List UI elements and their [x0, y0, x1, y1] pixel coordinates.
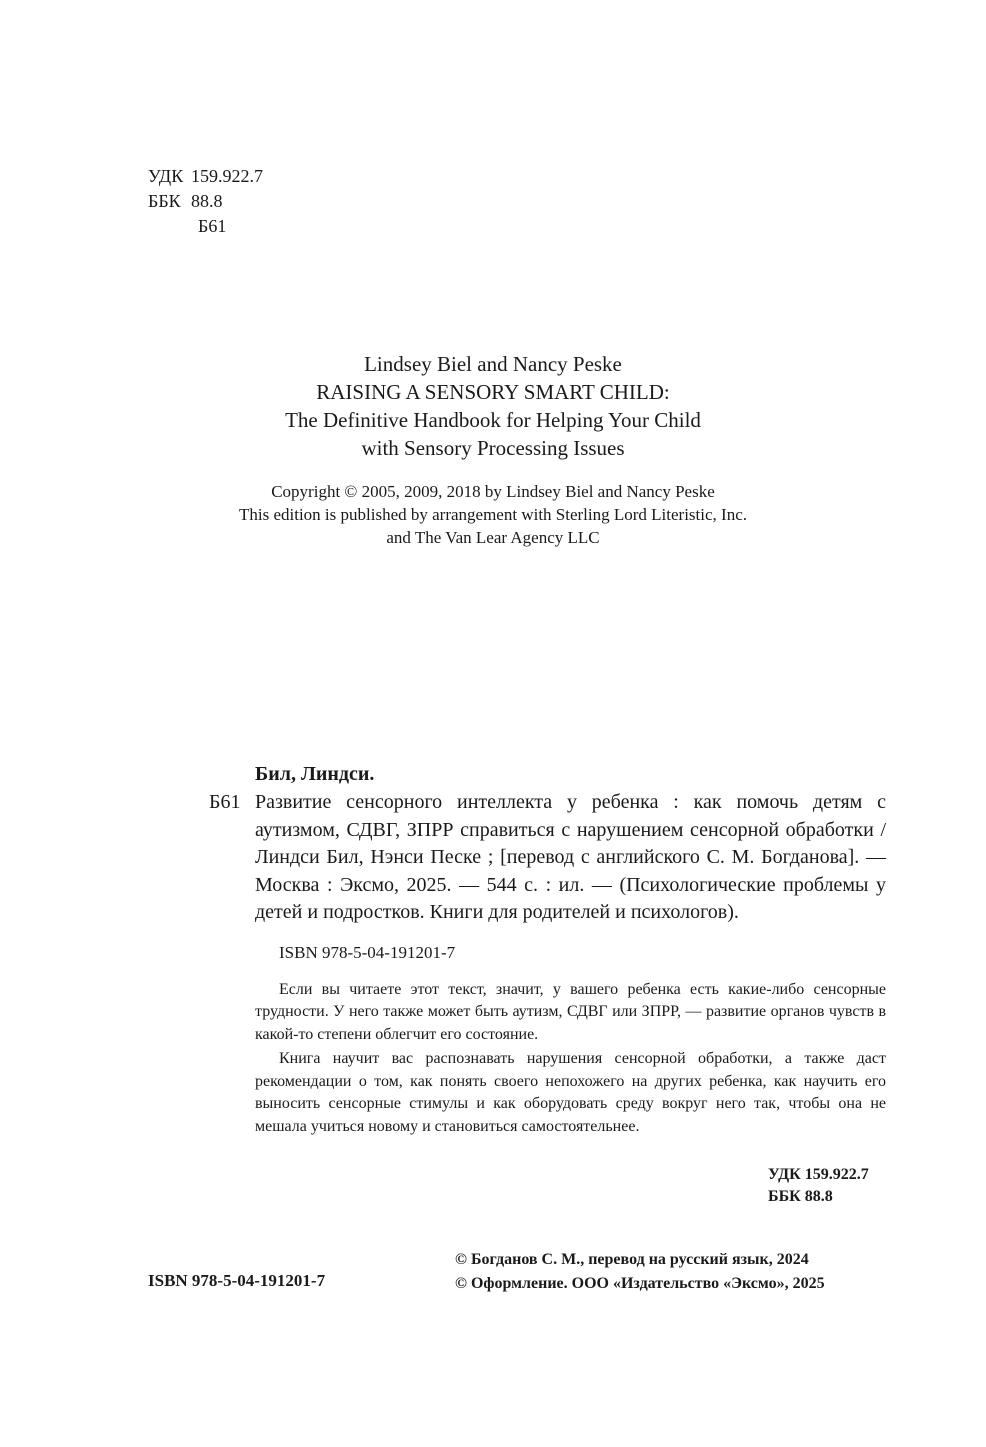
classification-block-top: [148, 164, 263, 239]
copyright-design: © Оформление. ООО «Издательство «Эксмо», 2025: [455, 1275, 825, 1292]
original-authors: Lindsey Biel and Nancy Peske: [364, 352, 622, 376]
bbk-label: ББК: [148, 191, 181, 211]
author-heading: Бил, Линдси.: [255, 763, 375, 785]
annotation-paragraph-1: Если вы читаете этот текст, значит, у вашего ребенка есть какие-либо сенсорные трудности. У него также может быть аутизм, СДВГ или ЗПРР, — развитие органов чувств в какой-то степени облегчит его состояние.: [255, 980, 886, 1043]
footer-copyrights: [455, 1248, 825, 1296]
udk-row: [148, 164, 263, 189]
bbk-row: [148, 189, 263, 214]
author-mark: Б61: [198, 216, 227, 236]
original-copyright: [0, 480, 986, 549]
udk-bottom: УДК 159.922.7: [768, 1166, 869, 1183]
annotation-paragraph-2: Книга научит вас распознавать нарушения сенсорной обработки, а также даст рекомендации о том, как понять своего непохожего на других ребенка, как научить его выносить сенсорные стимулы и как оборудовать среду вокруг него так, чтобы она не мешала учиться новому и становиться самостоятельнее.: [255, 1050, 886, 1136]
classification-block-bottom: [768, 1164, 869, 1208]
footer-isbn: ISBN 978-5-04-191201-7: [148, 1271, 326, 1290]
record-code: Б61: [209, 791, 241, 813]
udk-value: 159.922.7: [191, 166, 263, 186]
annotation: [255, 979, 886, 1139]
bibliographic-record: [209, 761, 886, 1139]
bbk-bottom: ББК 88.8: [768, 1188, 833, 1205]
record-description: Развитие сенсорного интеллекта у ребенка : как помочь детям с аутизмом, СДВГ, ЗПРР справиться с нарушением сенсорной обработки / Линдси Бил, Нэнси Песке ; [перевод с английского С. М. Богданова]. — Москва : Эксмо, 2025. — 544 с. : ил. — (Психологические проблемы у детей и подростков. Книги для родителей и психологов).: [255, 791, 886, 923]
original-title-line2: The Definitive Handbook for Helping Your Child: [285, 408, 701, 432]
copyright-line1: Copyright © 2005, 2009, 2018 by Lindsey Biel and Nancy Peske: [271, 482, 715, 501]
copyright-line2: This edition is published by arrangement with Sterling Lord Literistic, Inc.: [238, 505, 747, 524]
original-edition-block: [0, 350, 986, 549]
record-isbn: ISBN 978-5-04-191201-7: [279, 942, 456, 962]
udk-label: УДК: [148, 166, 184, 186]
record-main: [209, 789, 886, 927]
copyright-translation: © Богданов С. М., перевод на русский язык, 2024: [455, 1251, 809, 1268]
bbk-value: 88.8: [191, 191, 223, 211]
original-title-line1: RAISING A SENSORY SMART CHILD:: [316, 380, 670, 404]
copyright-line3: and The Van Lear Agency LLC: [386, 528, 600, 547]
original-title-line3: with Sensory Processing Issues: [361, 436, 625, 460]
